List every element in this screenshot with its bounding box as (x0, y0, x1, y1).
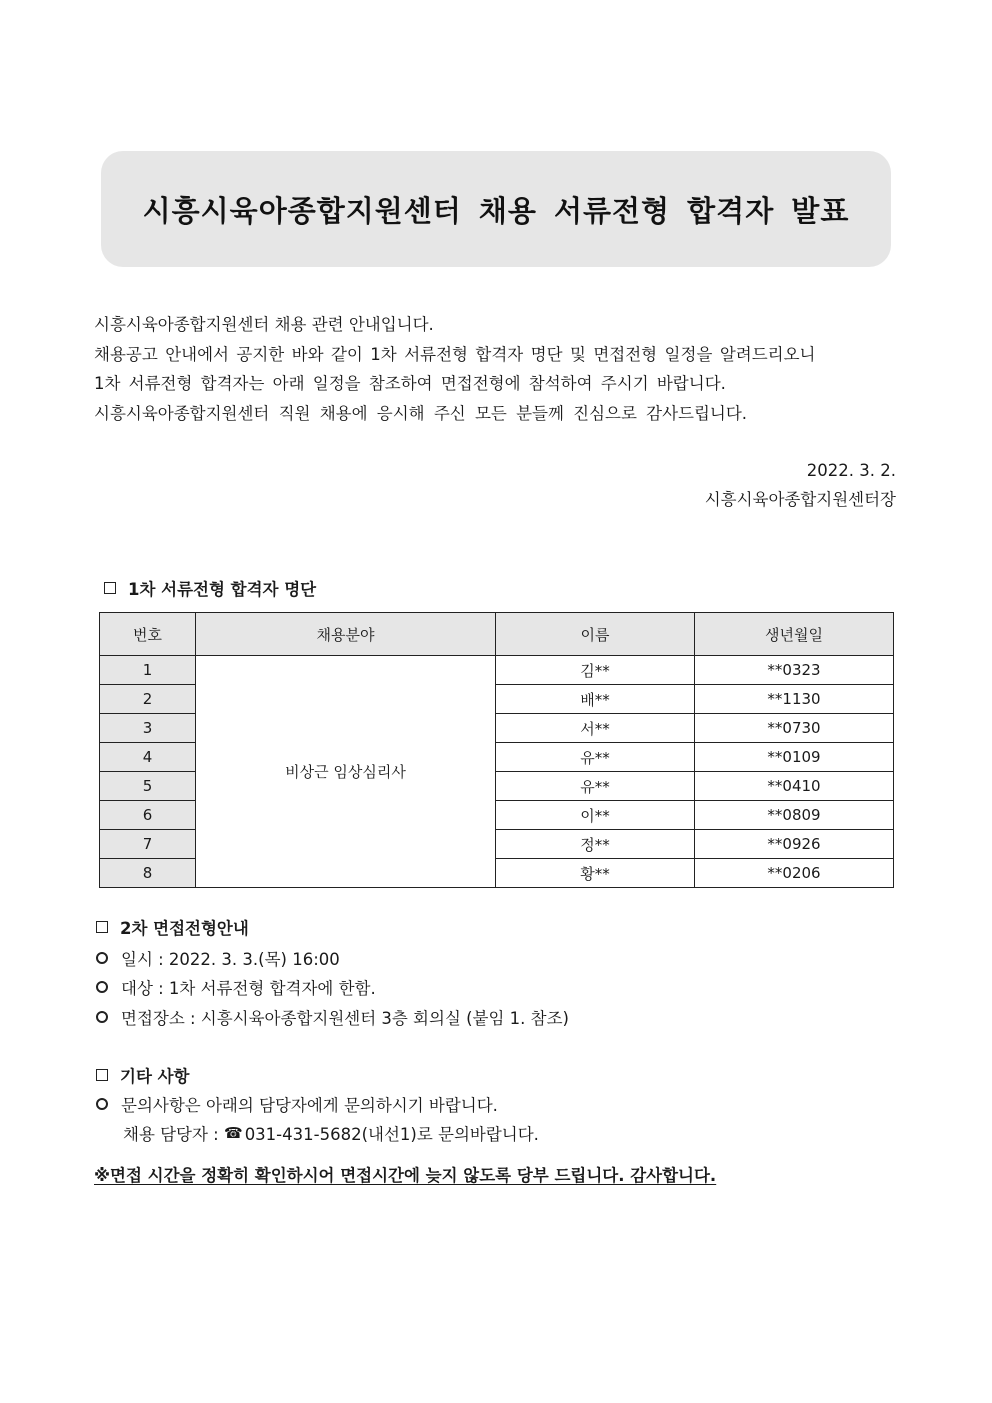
header-name: 이름 (496, 613, 695, 656)
row-name: 서** (496, 714, 695, 743)
row-birth: **0109 (695, 743, 894, 772)
row-name: 황** (496, 859, 695, 888)
checkbox-square-icon (96, 921, 108, 933)
interview-location: 면접장소 : 시흥시육아종합지원센터 3층 회의실 (붙임 1. 참조) (121, 1008, 569, 1028)
applicant-table (99, 612, 894, 888)
circle-bullet-icon (96, 1098, 108, 1110)
row-number: 5 (100, 772, 196, 801)
title-box (101, 151, 891, 267)
circle-bullet-icon (96, 981, 108, 993)
phone-icon: ☎ (224, 1124, 243, 1143)
contact-number: 031-431-5682(내선1)로 문의바랍니다. (244, 1125, 539, 1145)
row-birth: **0926 (695, 830, 894, 859)
row-birth: **1130 (695, 685, 894, 714)
table-header-row (100, 613, 894, 656)
row-birth: **0323 (695, 656, 894, 685)
section2-title: 2차 면접전형안내 (120, 919, 249, 938)
section2-list (96, 943, 569, 1032)
row-birth: **0206 (695, 859, 894, 888)
intro-paragraph (94, 310, 900, 428)
header-field: 채용분야 (196, 613, 496, 656)
interview-target: 대상 : 1차 서류전형 합격자에 한함. (121, 979, 376, 999)
section3-title: 기타 사항 (120, 1067, 190, 1086)
circle-bullet-icon (96, 952, 108, 964)
row-number: 3 (100, 714, 196, 743)
row-name: 이** (496, 801, 695, 830)
row-number: 7 (100, 830, 196, 859)
row-name: 정** (496, 830, 695, 859)
section1-title: 1차 서류전형 합격자 명단 (128, 580, 317, 599)
section3-heading (96, 1063, 190, 1087)
section2-heading (96, 915, 249, 939)
row-name: 유** (496, 772, 695, 801)
intro-line: 1차 서류전형 합격자는 아래 일정을 참조하여 면접전형에 참석하여 주시기 바랍니다. (94, 374, 726, 393)
section3-list (96, 1089, 539, 1148)
list-item (96, 943, 569, 973)
checkbox-square-icon (104, 582, 116, 594)
interview-datetime: 일시 : 2022. 3. 3.(목) 16:00 (121, 949, 340, 969)
signature-block (705, 456, 896, 514)
closing-notice: ※면접 시간을 정확히 확인하시어 면접시간에 늦지 않도록 당부 드립니다. 감사합니다. (94, 1166, 717, 1185)
table-row (100, 656, 894, 685)
checkbox-square-icon (96, 1069, 108, 1081)
circle-bullet-icon (96, 1011, 108, 1023)
row-name: 배** (496, 685, 695, 714)
signer: 시흥시육아종합지원센터장 (704, 490, 896, 509)
header-birth: 생년월일 (695, 613, 894, 656)
row-number: 1 (100, 656, 196, 685)
recruit-field: 비상근 임상심리사 (196, 656, 496, 888)
inquiry-text: 문의사항은 아래의 담당자에게 문의하시기 바랍니다. (121, 1095, 498, 1115)
intro-line: 시흥시육아종합지원센터 직원 채용에 응시해 주신 모든 분들께 진심으로 감사드립니다. (94, 403, 748, 423)
page-title: 시흥시육아종합지원센터 채용 서류전형 합격자 발표 (142, 193, 850, 228)
row-number: 6 (100, 801, 196, 830)
row-number: 2 (100, 685, 196, 714)
row-number: 8 (100, 859, 196, 888)
header-number: 번호 (100, 613, 196, 656)
list-item (96, 1002, 569, 1032)
announcement-date: 2022. 3. 2. (806, 461, 896, 480)
contact-prefix: 채용 담당자 : (123, 1125, 224, 1145)
row-number: 4 (100, 743, 196, 772)
list-item (96, 973, 569, 1003)
row-name: 김** (496, 656, 695, 685)
row-birth: **0410 (695, 772, 894, 801)
list-item (96, 1089, 539, 1119)
contact-line (96, 1119, 539, 1149)
row-birth: **0809 (695, 801, 894, 830)
section1-heading (104, 576, 316, 600)
row-name: 유** (496, 743, 695, 772)
row-birth: **0730 (695, 714, 894, 743)
intro-line: 시흥시육아종합지원센터 채용 관련 안내입니다. (94, 315, 434, 334)
intro-line: 채용공고 안내에서 공지한 바와 같이 1차 서류전형 합격자 명단 및 면접전형 일정을 알려드리오니 (94, 344, 816, 364)
